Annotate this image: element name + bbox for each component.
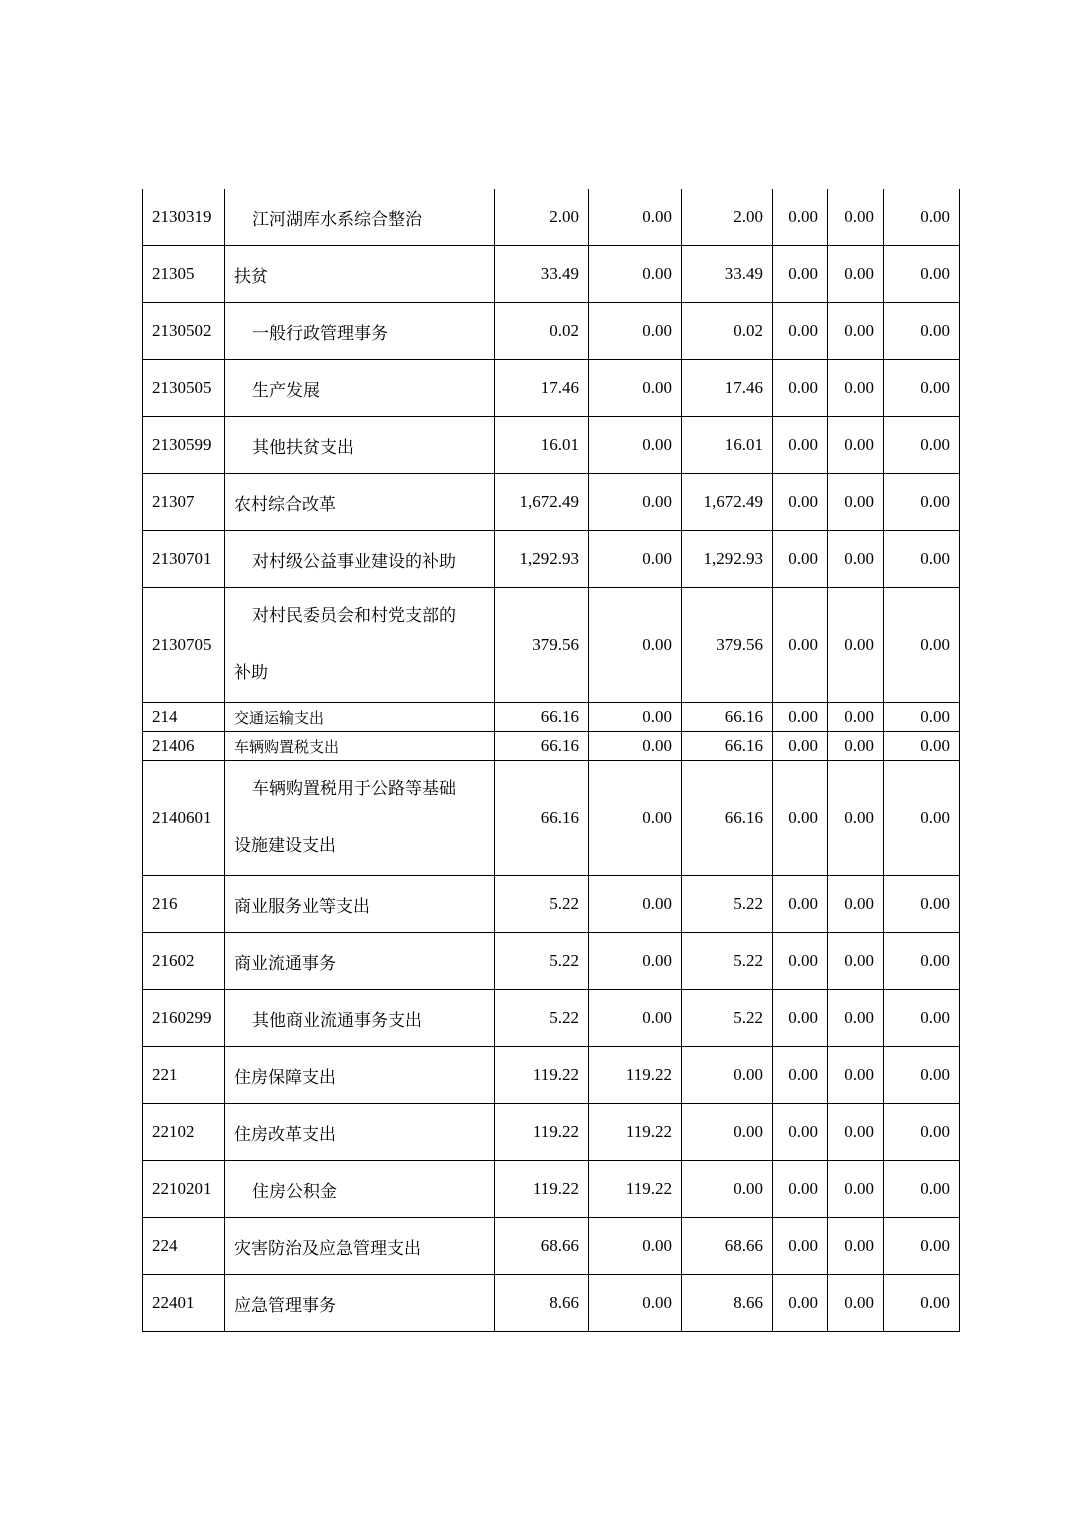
row-code: 22102 (143, 1104, 225, 1161)
row-name: 扶贫 (225, 246, 495, 303)
row-value-project: 0.00 (682, 1104, 773, 1161)
row-value-project: 379.56 (682, 588, 773, 703)
row-code: 2130701 (143, 531, 225, 588)
row-value-basic: 0.00 (589, 588, 682, 703)
row-value-col4: 0.00 (773, 531, 828, 588)
row-value-col5: 0.00 (828, 531, 884, 588)
row-name (225, 588, 495, 703)
row-name: 交通运输支出 (225, 703, 495, 732)
row-value-col4: 0.00 (773, 1218, 828, 1275)
row-code: 22401 (143, 1275, 225, 1332)
row-value-total: 5.22 (495, 990, 589, 1047)
row-value-basic: 0.00 (589, 189, 682, 246)
table-row (143, 1047, 960, 1104)
row-code: 2130705 (143, 588, 225, 703)
row-value-total: 5.22 (495, 876, 589, 933)
row-code: 21305 (143, 246, 225, 303)
row-value-col4: 0.00 (773, 246, 828, 303)
row-code: 2130505 (143, 360, 225, 417)
row-value-col4: 0.00 (773, 588, 828, 703)
row-value-project: 8.66 (682, 1275, 773, 1332)
row-code: 2130319 (143, 189, 225, 246)
row-value-total: 66.16 (495, 732, 589, 761)
row-name: 商业流通事务 (225, 933, 495, 990)
row-code: 214 (143, 703, 225, 732)
row-value-col6: 0.00 (884, 1275, 960, 1332)
row-code: 2140601 (143, 761, 225, 876)
row-name: 农村综合改革 (225, 474, 495, 531)
row-code: 21602 (143, 933, 225, 990)
row-value-total: 2.00 (495, 189, 589, 246)
row-value-total: 66.16 (495, 761, 589, 876)
row-name: 一般行政管理事务 (225, 303, 495, 360)
row-name: 商业服务业等支出 (225, 876, 495, 933)
row-value-project: 5.22 (682, 876, 773, 933)
row-code: 21307 (143, 474, 225, 531)
row-name-line-2: 设施建设支出 (234, 836, 336, 856)
table-row (143, 1161, 960, 1218)
row-value-project: 68.66 (682, 1218, 773, 1275)
row-value-basic: 0.00 (589, 303, 682, 360)
row-value-col5: 0.00 (828, 732, 884, 761)
row-value-col5: 0.00 (828, 588, 884, 703)
row-value-col4: 0.00 (773, 761, 828, 876)
row-value-basic: 0.00 (589, 417, 682, 474)
row-name: 江河湖库水系综合整治 (225, 189, 495, 246)
row-value-col5: 0.00 (828, 703, 884, 732)
row-value-project: 66.16 (682, 703, 773, 732)
row-value-basic: 0.00 (589, 1275, 682, 1332)
row-value-total: 8.66 (495, 1275, 589, 1332)
row-value-col6: 0.00 (884, 1161, 960, 1218)
row-value-col6: 0.00 (884, 1218, 960, 1275)
table-row (143, 761, 960, 876)
row-value-col5: 0.00 (828, 360, 884, 417)
row-value-basic: 0.00 (589, 761, 682, 876)
row-value-basic: 0.00 (589, 474, 682, 531)
row-value-basic: 0.00 (589, 246, 682, 303)
table-row (143, 474, 960, 531)
table-row (143, 189, 960, 246)
table-row (143, 1218, 960, 1275)
row-value-project: 1,292.93 (682, 531, 773, 588)
row-value-project: 0.02 (682, 303, 773, 360)
row-value-col6: 0.00 (884, 588, 960, 703)
row-value-col6: 0.00 (884, 990, 960, 1047)
row-value-col5: 0.00 (828, 876, 884, 933)
row-value-col5: 0.00 (828, 990, 884, 1047)
row-value-col4: 0.00 (773, 703, 828, 732)
row-value-project: 2.00 (682, 189, 773, 246)
row-value-col6: 0.00 (884, 303, 960, 360)
row-name: 车辆购置税支出 (225, 732, 495, 761)
row-value-col4: 0.00 (773, 1047, 828, 1104)
row-value-col5: 0.00 (828, 246, 884, 303)
budget-table (142, 189, 960, 1332)
row-value-total: 66.16 (495, 703, 589, 732)
row-value-col6: 0.00 (884, 933, 960, 990)
row-code: 2130599 (143, 417, 225, 474)
row-name: 住房改革支出 (225, 1104, 495, 1161)
row-value-basic: 0.00 (589, 990, 682, 1047)
row-value-col6: 0.00 (884, 703, 960, 732)
row-value-project: 16.01 (682, 417, 773, 474)
row-name: 其他商业流通事务支出 (225, 990, 495, 1047)
row-value-col6: 0.00 (884, 417, 960, 474)
row-value-project: 33.49 (682, 246, 773, 303)
row-name: 生产发展 (225, 360, 495, 417)
row-value-basic: 0.00 (589, 360, 682, 417)
row-value-total: 119.22 (495, 1047, 589, 1104)
table-row (143, 1104, 960, 1161)
row-value-total: 33.49 (495, 246, 589, 303)
row-value-col5: 0.00 (828, 474, 884, 531)
table-row (143, 703, 960, 732)
row-value-col4: 0.00 (773, 1104, 828, 1161)
table-row (143, 246, 960, 303)
row-name-line-1: 对村民委员会和村党支部的 (252, 606, 456, 626)
row-value-col4: 0.00 (773, 933, 828, 990)
row-code: 2130502 (143, 303, 225, 360)
row-value-col4: 0.00 (773, 990, 828, 1047)
row-value-total: 16.01 (495, 417, 589, 474)
row-value-total: 68.66 (495, 1218, 589, 1275)
row-value-col6: 0.00 (884, 360, 960, 417)
row-value-project: 0.00 (682, 1161, 773, 1218)
row-value-basic: 0.00 (589, 876, 682, 933)
row-name-line-1: 车辆购置税用于公路等基础 (252, 779, 456, 799)
row-name: 其他扶贫支出 (225, 417, 495, 474)
row-value-total: 119.22 (495, 1104, 589, 1161)
row-value-project: 5.22 (682, 933, 773, 990)
row-code: 2160299 (143, 990, 225, 1047)
row-value-col5: 0.00 (828, 1104, 884, 1161)
row-code: 216 (143, 876, 225, 933)
table-row (143, 588, 960, 703)
row-value-project: 66.16 (682, 761, 773, 876)
row-value-col4: 0.00 (773, 189, 828, 246)
row-name: 住房保障支出 (225, 1047, 495, 1104)
row-value-col5: 0.00 (828, 761, 884, 876)
row-value-col6: 0.00 (884, 246, 960, 303)
row-value-col6: 0.00 (884, 531, 960, 588)
row-value-project: 0.00 (682, 1047, 773, 1104)
table-row (143, 417, 960, 474)
row-value-col6: 0.00 (884, 1047, 960, 1104)
row-value-total: 1,292.93 (495, 531, 589, 588)
row-value-col5: 0.00 (828, 933, 884, 990)
row-value-basic: 0.00 (589, 703, 682, 732)
row-code: 21406 (143, 732, 225, 761)
row-name: 应急管理事务 (225, 1275, 495, 1332)
row-code: 221 (143, 1047, 225, 1104)
table-row (143, 531, 960, 588)
row-value-total: 1,672.49 (495, 474, 589, 531)
row-name (225, 761, 495, 876)
row-value-col5: 0.00 (828, 303, 884, 360)
row-value-basic: 119.22 (589, 1161, 682, 1218)
row-value-col6: 0.00 (884, 761, 960, 876)
row-value-basic: 0.00 (589, 531, 682, 588)
row-value-basic: 0.00 (589, 933, 682, 990)
table-row (143, 303, 960, 360)
row-value-col4: 0.00 (773, 303, 828, 360)
row-value-col6: 0.00 (884, 876, 960, 933)
table-row (143, 933, 960, 990)
row-value-col6: 0.00 (884, 1104, 960, 1161)
row-value-col4: 0.00 (773, 360, 828, 417)
row-value-total: 5.22 (495, 933, 589, 990)
row-value-total: 17.46 (495, 360, 589, 417)
row-value-project: 1,672.49 (682, 474, 773, 531)
row-value-project: 17.46 (682, 360, 773, 417)
row-value-project: 66.16 (682, 732, 773, 761)
row-value-col6: 0.00 (884, 732, 960, 761)
row-value-col4: 0.00 (773, 876, 828, 933)
row-value-basic: 0.00 (589, 1218, 682, 1275)
row-value-col5: 0.00 (828, 417, 884, 474)
table-row (143, 360, 960, 417)
row-value-col4: 0.00 (773, 1275, 828, 1332)
row-code: 2210201 (143, 1161, 225, 1218)
table-row (143, 732, 960, 761)
row-value-col5: 0.00 (828, 1161, 884, 1218)
row-value-basic: 119.22 (589, 1104, 682, 1161)
row-value-col4: 0.00 (773, 1161, 828, 1218)
table-row (143, 1275, 960, 1332)
row-value-col5: 0.00 (828, 1047, 884, 1104)
row-value-col4: 0.00 (773, 732, 828, 761)
row-value-total: 379.56 (495, 588, 589, 703)
row-value-total: 119.22 (495, 1161, 589, 1218)
row-value-col5: 0.00 (828, 1218, 884, 1275)
row-value-col6: 0.00 (884, 474, 960, 531)
row-code: 224 (143, 1218, 225, 1275)
row-value-basic: 119.22 (589, 1047, 682, 1104)
row-name-line-2: 补助 (234, 663, 268, 683)
row-name: 对村级公益事业建设的补助 (225, 531, 495, 588)
row-value-col4: 0.00 (773, 474, 828, 531)
row-value-project: 5.22 (682, 990, 773, 1047)
table-row (143, 990, 960, 1047)
row-value-col4: 0.00 (773, 417, 828, 474)
row-value-total: 0.02 (495, 303, 589, 360)
row-value-basic: 0.00 (589, 732, 682, 761)
row-name: 住房公积金 (225, 1161, 495, 1218)
row-value-col5: 0.00 (828, 189, 884, 246)
row-value-col5: 0.00 (828, 1275, 884, 1332)
table-row (143, 876, 960, 933)
row-value-col6: 0.00 (884, 189, 960, 246)
row-name: 灾害防治及应急管理支出 (225, 1218, 495, 1275)
